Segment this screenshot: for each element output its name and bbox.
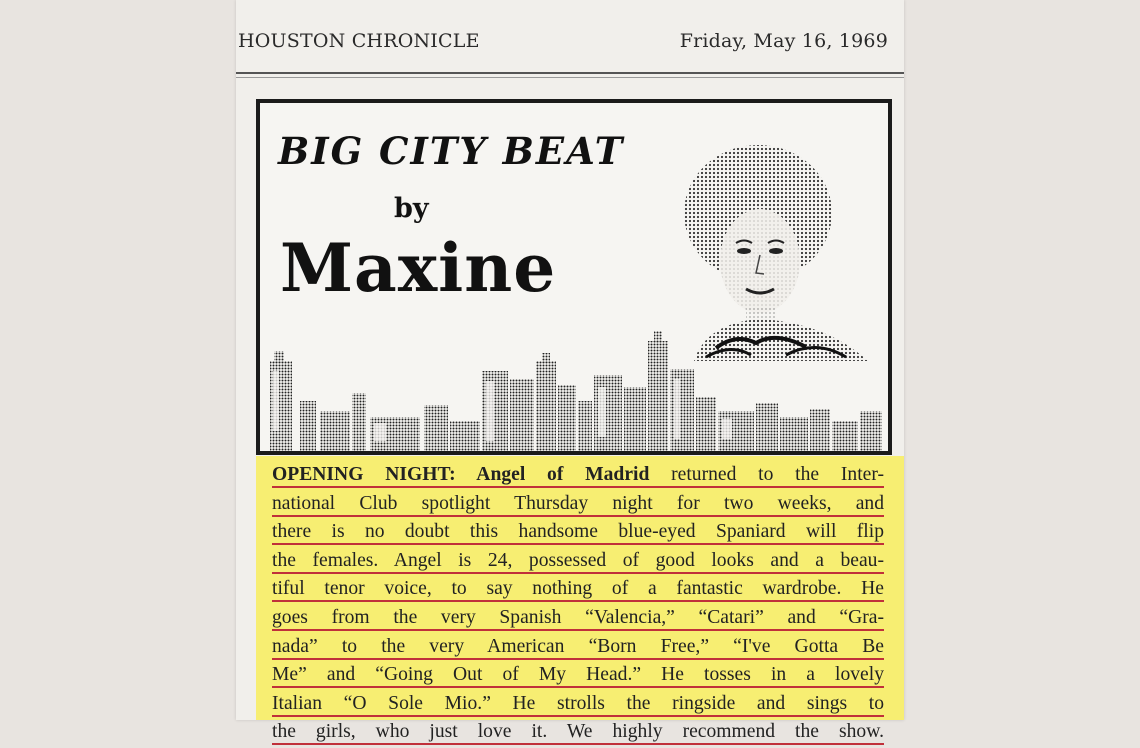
byline-by: by bbox=[394, 193, 429, 224]
header-rule-thin bbox=[236, 77, 904, 78]
column-banner bbox=[256, 99, 892, 455]
author-portrait bbox=[676, 143, 868, 361]
article-line: OPENING NIGHT: Angel of Madrid returned to the Inter- bbox=[272, 462, 884, 488]
newspaper-clipping bbox=[236, 0, 904, 743]
article-line: tiful tenor voice, to say nothing of a fantastic wardrobe. He bbox=[272, 576, 884, 602]
article-line: the girls, who just love it. We highly recommend the show. bbox=[272, 719, 884, 745]
article-line: the females. Angel is 24, possessed of good looks and a beau- bbox=[272, 548, 884, 574]
header-rule bbox=[236, 72, 904, 74]
author-name: Maxine bbox=[280, 229, 557, 307]
newspaper-header bbox=[236, 30, 904, 60]
article-line: nada” to the very American “Born Free,” “I've Gotta Be bbox=[272, 634, 884, 660]
article-line: Italian “O Sole Mio.” He strolls the ringside and sings to bbox=[272, 691, 884, 717]
article-line: Me” and “Going Out of My Head.” He tosses in a lovely bbox=[272, 662, 884, 688]
city-skyline bbox=[260, 331, 888, 451]
article-body bbox=[272, 462, 884, 748]
article-line: goes from the very Spanish “Valencia,” “Catari” and “Gra- bbox=[272, 605, 884, 631]
article-line: national Club spotlight Thursday night for two weeks, and bbox=[272, 491, 884, 517]
highlighted-article bbox=[256, 456, 904, 743]
publication-date: Friday, May 16, 1969 bbox=[679, 30, 888, 52]
column-title: BIG CITY BEAT bbox=[278, 129, 625, 173]
newspaper-name: HOUSTON CHRONICLE bbox=[238, 30, 480, 52]
article-line: there is no doubt this handsome blue-eyed Spaniard will flip bbox=[272, 519, 884, 545]
article-lead: OPENING NIGHT: Angel of Madrid bbox=[272, 464, 650, 485]
